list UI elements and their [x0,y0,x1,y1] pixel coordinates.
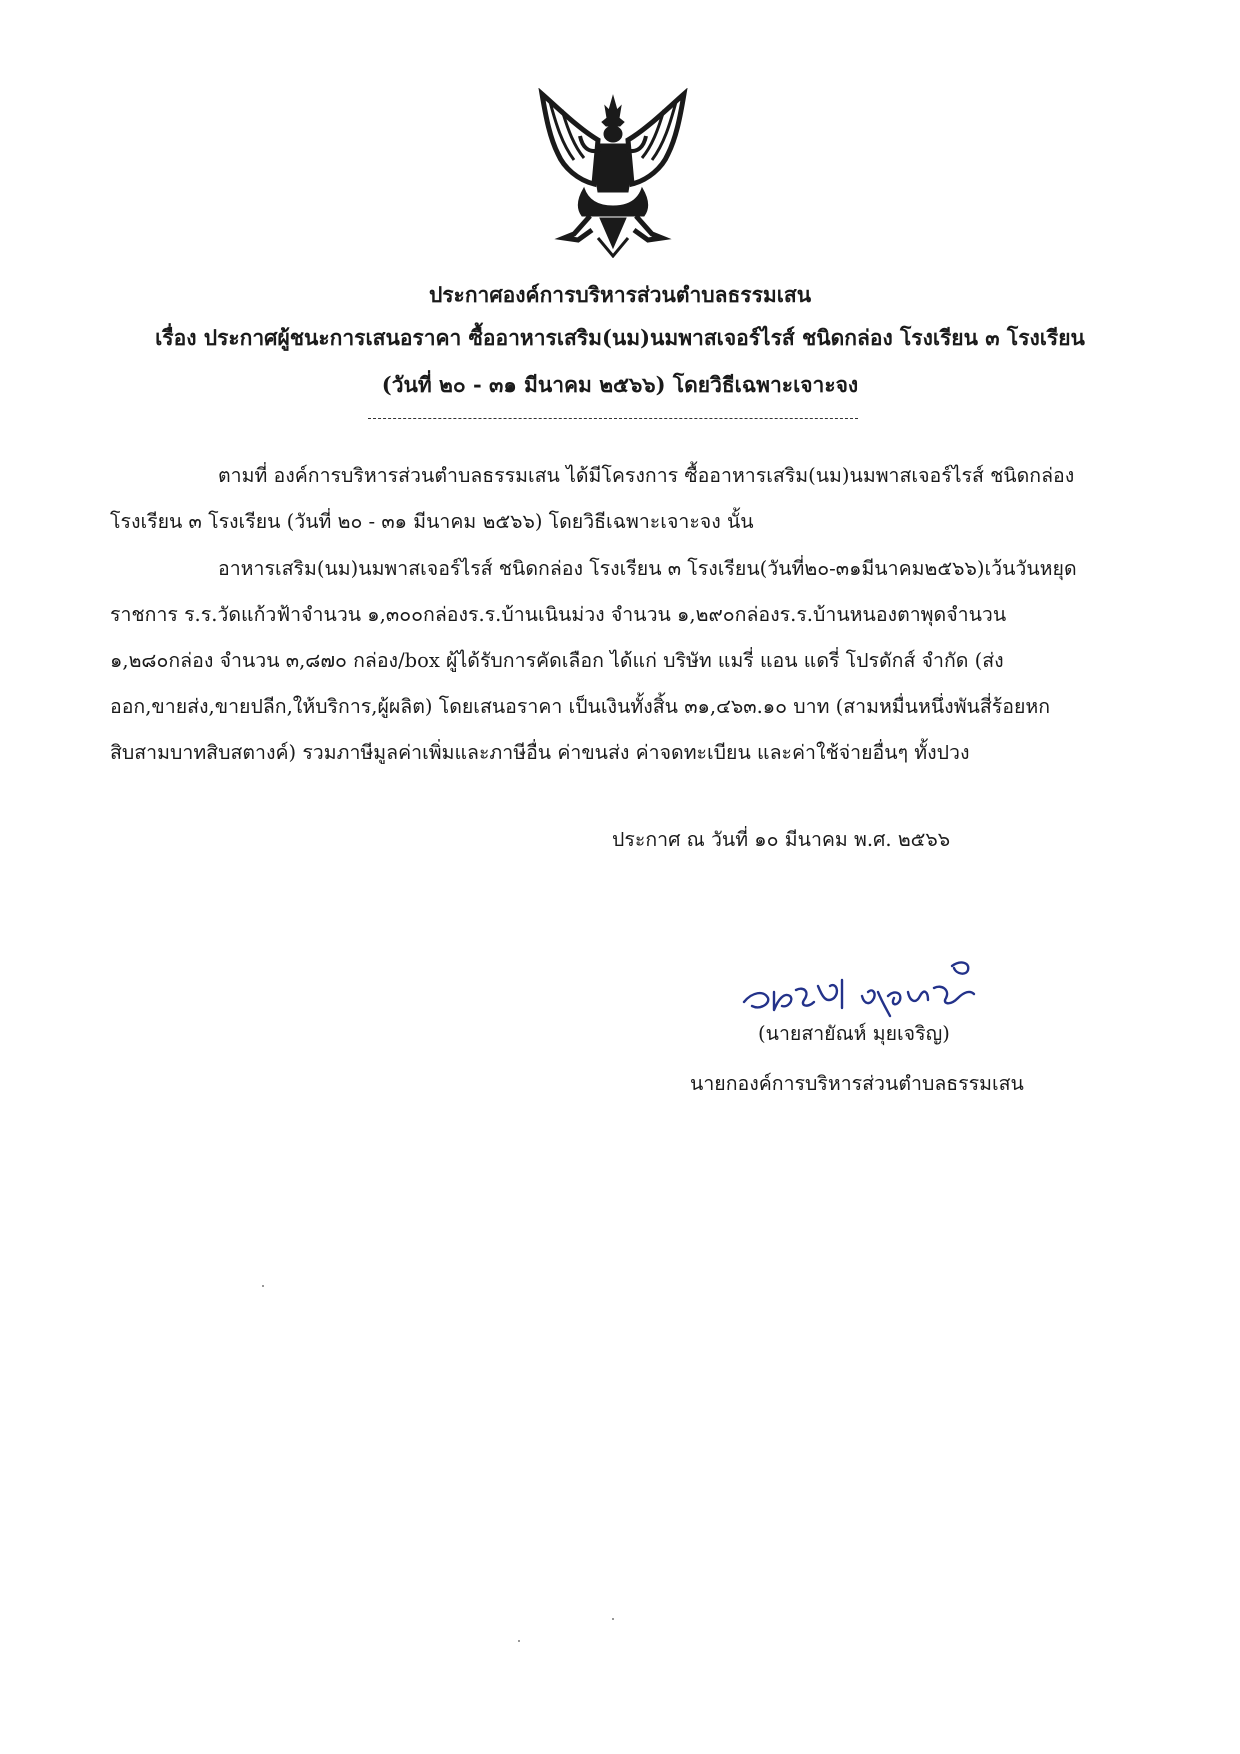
dashed-divider [368,418,858,419]
handwritten-signature-icon [738,952,988,1018]
announcement-subject: เรื่อง ประกาศผู้ชนะการเสนอราคา ซื้ออาหารเสริม(นม)นมพาสเจอร์ไรส์ ชนิดกล่อง โรงเรียน ๓ โรงเรียน [155,325,1085,350]
announcement-title: ประกาศองค์การบริหารส่วนตำบลธรรมเสน [428,282,812,307]
paragraph-1-line-1: ตามที่ องค์การบริหารส่วนตำบลธรรมเสน ได้มีโครงการ ซื้ออาหารเสริม(นม)นมพาสเจอร์ไรส์ ชนิดกล่อง [218,464,1075,487]
garuda-emblem-icon [528,88,698,258]
scan-speck [612,1618,614,1620]
scan-speck [262,1285,264,1287]
paragraph-2-line-3: ๑,๒๘๐กล่อง จำนวน ๓,๘๗๐ กล่อง/box ผู้ได้รับการคัดเลือก ได้แก่ บริษัท แมรี่ แอน แดรี่ โปรดักส์ จำกัด (ส่ง [110,649,1004,672]
paragraph-2-line-2: ราชการ ร.ร.วัดแก้วฟ้าจำนวน ๑,๓๐๐กล่องร.ร.บ้านเนินม่วง จำนวน ๑,๒๙๐กล่องร.ร.บ้านหนองตาพุดจำนวน [110,603,1007,626]
signer-name: (นายสายัณห์ มุยเจริญ) [758,1022,950,1045]
announcement-subject-dates: (วันที่ ๒๐ - ๓๑ มีนาคม ๒๕๖๖) โดยวิธีเฉพาะเจาะจง [381,372,859,397]
paragraph-2-line-4: ออก,ขายส่ง,ขายปลีก,ให้บริการ,ผู้ผลิต) โดยเสนอราคา เป็นเงินทั้งสิ้น ๓๑,๔๖๓.๑๐ บาท (สามหมื่นหนึ่งพันสี่ร้อยหก [110,695,1051,718]
paragraph-1-line-2: โรงเรียน ๓ โรงเรียน (วันที่ ๒๐ - ๓๑ มีนาคม ๒๕๖๖) โดยวิธีเฉพาะเจาะจง นั้น [110,510,754,533]
scan-speck [518,1640,520,1642]
signer-position: นายกองค์การบริหารส่วนตำบลธรรมเสน [690,1072,1024,1095]
paragraph-2-line-1: อาหารเสริม(นม)นมพาสเจอร์ไรส์ ชนิดกล่อง โรงเรียน ๓ โรงเรียน(วันที่๒๐-๓๑มีนาคม๒๕๖๖)เว้นวันหยุด [218,557,1077,580]
announcement-date: ประกาศ ณ วันที่ ๑๐ มีนาคม พ.ศ. ๒๕๖๖ [612,828,951,851]
paragraph-2-line-5: สิบสามบาทสิบสตางค์) รวมภาษีมูลค่าเพิ่มและภาษีอื่น ค่าขนส่ง ค่าจดทะเบียน และค่าใช้จ่ายอื่นๆ ทั้งปวง [110,741,970,764]
